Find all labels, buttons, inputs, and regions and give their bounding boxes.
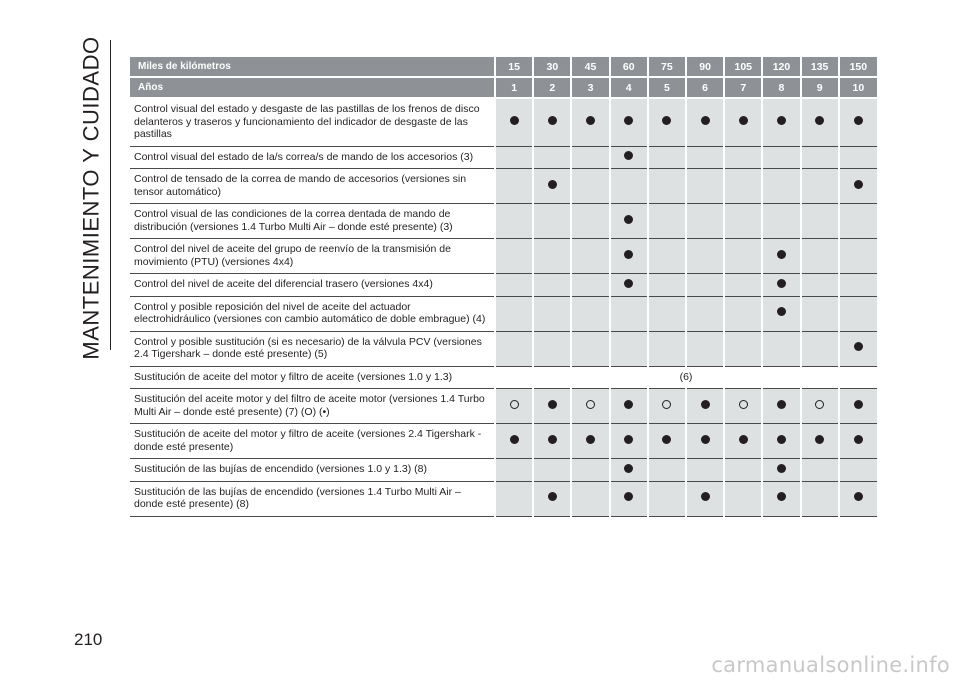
- interval-cell: [648, 296, 686, 331]
- interval-cell: [801, 169, 839, 204]
- interval-cell: [571, 331, 609, 366]
- interval-cell: [724, 98, 762, 146]
- required-mark-icon: [854, 400, 863, 409]
- required-mark-icon: [624, 116, 633, 125]
- interval-cell: [571, 239, 609, 274]
- interval-cell: [762, 389, 800, 424]
- interval-cell: [495, 296, 533, 331]
- interval-cell: [801, 331, 839, 366]
- interval-cell: [839, 481, 877, 516]
- interval-cell: [686, 239, 724, 274]
- interval-cell: [533, 204, 571, 239]
- interval-cell: [648, 98, 686, 146]
- interval-cell: [495, 169, 533, 204]
- required-mark-icon: [701, 116, 710, 125]
- header-row-miles: [130, 57, 877, 77]
- interval-cell: [686, 146, 724, 169]
- task-description: Control visual del estado y desgaste de las pastillas de los frenos de disco delanteros y traseros y funcionamiento del indicador de desgaste de las pastillas: [130, 98, 495, 146]
- required-mark-icon: [510, 435, 519, 444]
- task-description: Sustitución de aceite del motor y filtro de aceite (versiones 1.0 y 1.3): [130, 366, 495, 389]
- interval-cell: [724, 239, 762, 274]
- required-mark-icon: [586, 116, 595, 125]
- header-year-value: 2: [533, 77, 571, 98]
- required-mark-icon: [624, 492, 633, 501]
- header-year-value: 5: [648, 77, 686, 98]
- optional-mark-icon: [510, 400, 519, 409]
- interval-note: (6): [495, 366, 877, 389]
- interval-cell: [571, 146, 609, 169]
- required-mark-icon: [815, 435, 824, 444]
- interval-cell: [839, 296, 877, 331]
- interval-cell: [762, 274, 800, 297]
- interval-cell: [495, 389, 533, 424]
- interval-cell: [648, 481, 686, 516]
- table-row: [130, 169, 877, 204]
- interval-cell: [610, 424, 648, 459]
- header-year-value: 8: [762, 77, 800, 98]
- interval-cell: [533, 459, 571, 482]
- interval-cell: [495, 98, 533, 146]
- interval-cell: [571, 481, 609, 516]
- header-miles-value: 150: [839, 57, 877, 77]
- required-mark-icon: [586, 435, 595, 444]
- chapter-title-rule: [110, 40, 111, 350]
- header-year-value: 9: [801, 77, 839, 98]
- interval-cell: [724, 459, 762, 482]
- interval-cell: [724, 296, 762, 331]
- interval-cell: [686, 204, 724, 239]
- interval-cell: [762, 331, 800, 366]
- interval-cell: [610, 481, 648, 516]
- interval-cell: [533, 331, 571, 366]
- header-miles-value: 75: [648, 57, 686, 77]
- required-mark-icon: [854, 435, 863, 444]
- interval-cell: [495, 459, 533, 482]
- interval-cell: [533, 146, 571, 169]
- interval-cell: [762, 424, 800, 459]
- interval-cell: [762, 481, 800, 516]
- required-mark-icon: [701, 492, 710, 501]
- interval-cell: [686, 424, 724, 459]
- header-year-value: 3: [571, 77, 609, 98]
- interval-cell: [839, 331, 877, 366]
- required-mark-icon: [548, 116, 557, 125]
- required-mark-icon: [854, 180, 863, 189]
- interval-cell: [686, 98, 724, 146]
- task-description: Sustitución de aceite del motor y filtro de aceite (versiones 2.4 Tigershark - donde esté presente): [130, 424, 495, 459]
- interval-cell: [839, 146, 877, 169]
- header-year-value: 1: [495, 77, 533, 98]
- task-description: Control y posible reposición del nivel de aceite del actuador electrohidráulico (versiones con cambio automático de doble embrague) (4): [130, 296, 495, 331]
- interval-cell: [801, 204, 839, 239]
- header-miles-value: 15: [495, 57, 533, 77]
- interval-cell: [533, 424, 571, 459]
- watermark: carmanualsonline.info: [711, 653, 950, 677]
- interval-cell: [571, 274, 609, 297]
- required-mark-icon: [777, 435, 786, 444]
- required-mark-icon: [548, 492, 557, 501]
- interval-cell: [571, 389, 609, 424]
- interval-cell: [801, 98, 839, 146]
- interval-cell: [762, 146, 800, 169]
- required-mark-icon: [624, 250, 633, 259]
- interval-cell: [801, 481, 839, 516]
- header-miles-value: 60: [610, 57, 648, 77]
- header-year-value: 7: [724, 77, 762, 98]
- header-year-value: 4: [610, 77, 648, 98]
- interval-cell: [533, 389, 571, 424]
- interval-cell: [648, 274, 686, 297]
- interval-cell: [686, 389, 724, 424]
- required-mark-icon: [854, 342, 863, 351]
- interval-cell: [610, 146, 648, 169]
- required-mark-icon: [777, 464, 786, 473]
- interval-cell: [762, 204, 800, 239]
- table-row: [130, 274, 877, 297]
- task-description: Sustitución de las bujías de encendido (versiones 1.4 Turbo Multi Air – donde esté presente) (8): [130, 481, 495, 516]
- interval-cell: [648, 146, 686, 169]
- interval-cell: [610, 239, 648, 274]
- table-row: [130, 481, 877, 516]
- required-mark-icon: [777, 400, 786, 409]
- task-description: Control y posible sustitución (si es necesario) de la válvula PCV (versiones 2.4 Tigershark – donde esté presente) (5): [130, 331, 495, 366]
- interval-cell: [686, 481, 724, 516]
- interval-cell: [724, 481, 762, 516]
- required-mark-icon: [510, 116, 519, 125]
- interval-cell: [648, 331, 686, 366]
- header-miles-label: Miles de kilómetros: [130, 57, 495, 77]
- header-years-label: Años: [130, 77, 495, 98]
- interval-cell: [686, 459, 724, 482]
- required-mark-icon: [777, 307, 786, 316]
- table-row: [130, 98, 877, 146]
- required-mark-icon: [624, 400, 633, 409]
- interval-cell: [571, 98, 609, 146]
- interval-cell: [648, 204, 686, 239]
- interval-cell: [686, 274, 724, 297]
- chapter-title: [70, 36, 114, 360]
- chapter-title-text: MANTENIMIENTO Y CUIDADO: [79, 36, 104, 360]
- interval-cell: [724, 331, 762, 366]
- interval-cell: [571, 169, 609, 204]
- interval-cell: [533, 98, 571, 146]
- interval-cell: [533, 274, 571, 297]
- interval-cell: [610, 204, 648, 239]
- required-mark-icon: [777, 279, 786, 288]
- maintenance-schedule-table: [130, 57, 877, 517]
- required-mark-icon: [739, 116, 748, 125]
- table-row: [130, 424, 877, 459]
- interval-cell: [724, 424, 762, 459]
- interval-cell: [533, 296, 571, 331]
- interval-cell: [762, 169, 800, 204]
- required-mark-icon: [854, 116, 863, 125]
- interval-cell: [610, 98, 648, 146]
- table-row: [130, 239, 877, 274]
- interval-cell: [724, 389, 762, 424]
- interval-cell: [610, 296, 648, 331]
- interval-cell: [839, 239, 877, 274]
- interval-cell: [495, 424, 533, 459]
- interval-cell: [610, 169, 648, 204]
- task-description: Control de tensado de la correa de mando de accesorios (versiones sin tensor automático): [130, 169, 495, 204]
- interval-cell: [801, 274, 839, 297]
- interval-cell: [724, 169, 762, 204]
- interval-cell: [610, 331, 648, 366]
- interval-cell: [839, 389, 877, 424]
- interval-cell: [762, 239, 800, 274]
- required-mark-icon: [815, 116, 824, 125]
- required-mark-icon: [624, 151, 633, 160]
- interval-cell: [801, 146, 839, 169]
- interval-cell: [839, 98, 877, 146]
- required-mark-icon: [662, 116, 671, 125]
- interval-cell: [571, 459, 609, 482]
- header-miles-value: 45: [571, 57, 609, 77]
- interval-cell: [648, 239, 686, 274]
- required-mark-icon: [548, 435, 557, 444]
- interval-cell: [762, 459, 800, 482]
- interval-cell: [839, 204, 877, 239]
- header-miles-value: 105: [724, 57, 762, 77]
- optional-mark-icon: [586, 400, 595, 409]
- required-mark-icon: [624, 279, 633, 288]
- interval-cell: [648, 459, 686, 482]
- header-row-years: [130, 77, 877, 98]
- interval-cell: [533, 169, 571, 204]
- task-description: Sustitución del aceite motor y del filtro de aceite motor (versiones 1.4 Turbo Multi Air – donde esté presente) (7) (O) (•): [130, 389, 495, 424]
- required-mark-icon: [777, 250, 786, 259]
- table-row: [130, 204, 877, 239]
- optional-mark-icon: [662, 400, 671, 409]
- interval-cell: [648, 169, 686, 204]
- interval-cell: [495, 239, 533, 274]
- table-row: [130, 366, 877, 389]
- required-mark-icon: [777, 492, 786, 501]
- task-description: Control del nivel de aceite del grupo de reenvío de la transmisión de movimiento (PTU) (versiones 4x4): [130, 239, 495, 274]
- required-mark-icon: [701, 400, 710, 409]
- required-mark-icon: [548, 180, 557, 189]
- interval-cell: [762, 296, 800, 331]
- interval-cell: [533, 239, 571, 274]
- interval-cell: [610, 274, 648, 297]
- interval-cell: [839, 424, 877, 459]
- required-mark-icon: [548, 400, 557, 409]
- interval-cell: [495, 274, 533, 297]
- task-description: Sustitución de las bujías de encendido (versiones 1.0 y 1.3) (8): [130, 459, 495, 482]
- header-year-value: 6: [686, 77, 724, 98]
- task-description: Control visual de las condiciones de la correa dentada de mando de distribución (versiones 1.4 Turbo Multi Air – donde esté presente) (3): [130, 204, 495, 239]
- required-mark-icon: [662, 435, 671, 444]
- interval-cell: [686, 169, 724, 204]
- interval-cell: [648, 424, 686, 459]
- interval-cell: [610, 459, 648, 482]
- interval-cell: [801, 296, 839, 331]
- header-miles-value: 30: [533, 57, 571, 77]
- task-description: Control visual del estado de la/s correa/s de mando de los accesorios (3): [130, 146, 495, 169]
- header-year-value: 10: [839, 77, 877, 98]
- header-miles-value: 90: [686, 57, 724, 77]
- table-row: [130, 459, 877, 482]
- interval-cell: [801, 239, 839, 274]
- table-row: [130, 146, 877, 169]
- interval-cell: [533, 481, 571, 516]
- interval-cell: [801, 459, 839, 482]
- required-mark-icon: [624, 464, 633, 473]
- interval-cell: [839, 459, 877, 482]
- interval-cell: [724, 274, 762, 297]
- interval-cell: [495, 331, 533, 366]
- interval-cell: [571, 424, 609, 459]
- interval-cell: [724, 146, 762, 169]
- interval-cell: [686, 296, 724, 331]
- task-description: Control del nivel de aceite del diferencial trasero (versiones 4x4): [130, 274, 495, 297]
- table-row: [130, 296, 877, 331]
- interval-cell: [495, 204, 533, 239]
- interval-cell: [839, 169, 877, 204]
- interval-cell: [571, 204, 609, 239]
- required-mark-icon: [777, 116, 786, 125]
- interval-cell: [571, 296, 609, 331]
- required-mark-icon: [854, 492, 863, 501]
- table-row: [130, 389, 877, 424]
- required-mark-icon: [739, 435, 748, 444]
- optional-mark-icon: [739, 400, 748, 409]
- interval-cell: [724, 204, 762, 239]
- interval-cell: [801, 389, 839, 424]
- interval-cell: [762, 98, 800, 146]
- interval-cell: [495, 146, 533, 169]
- optional-mark-icon: [815, 400, 824, 409]
- header-miles-value: 135: [801, 57, 839, 77]
- interval-cell: [648, 389, 686, 424]
- required-mark-icon: [624, 215, 633, 224]
- interval-cell: [495, 481, 533, 516]
- interval-cell: [801, 424, 839, 459]
- required-mark-icon: [624, 435, 633, 444]
- required-mark-icon: [701, 435, 710, 444]
- interval-cell: [686, 331, 724, 366]
- interval-cell: [610, 389, 648, 424]
- header-miles-value: 120: [762, 57, 800, 77]
- page-number: 210: [74, 630, 103, 649]
- schedule-body: [130, 98, 877, 516]
- interval-cell: [839, 274, 877, 297]
- table-row: [130, 331, 877, 366]
